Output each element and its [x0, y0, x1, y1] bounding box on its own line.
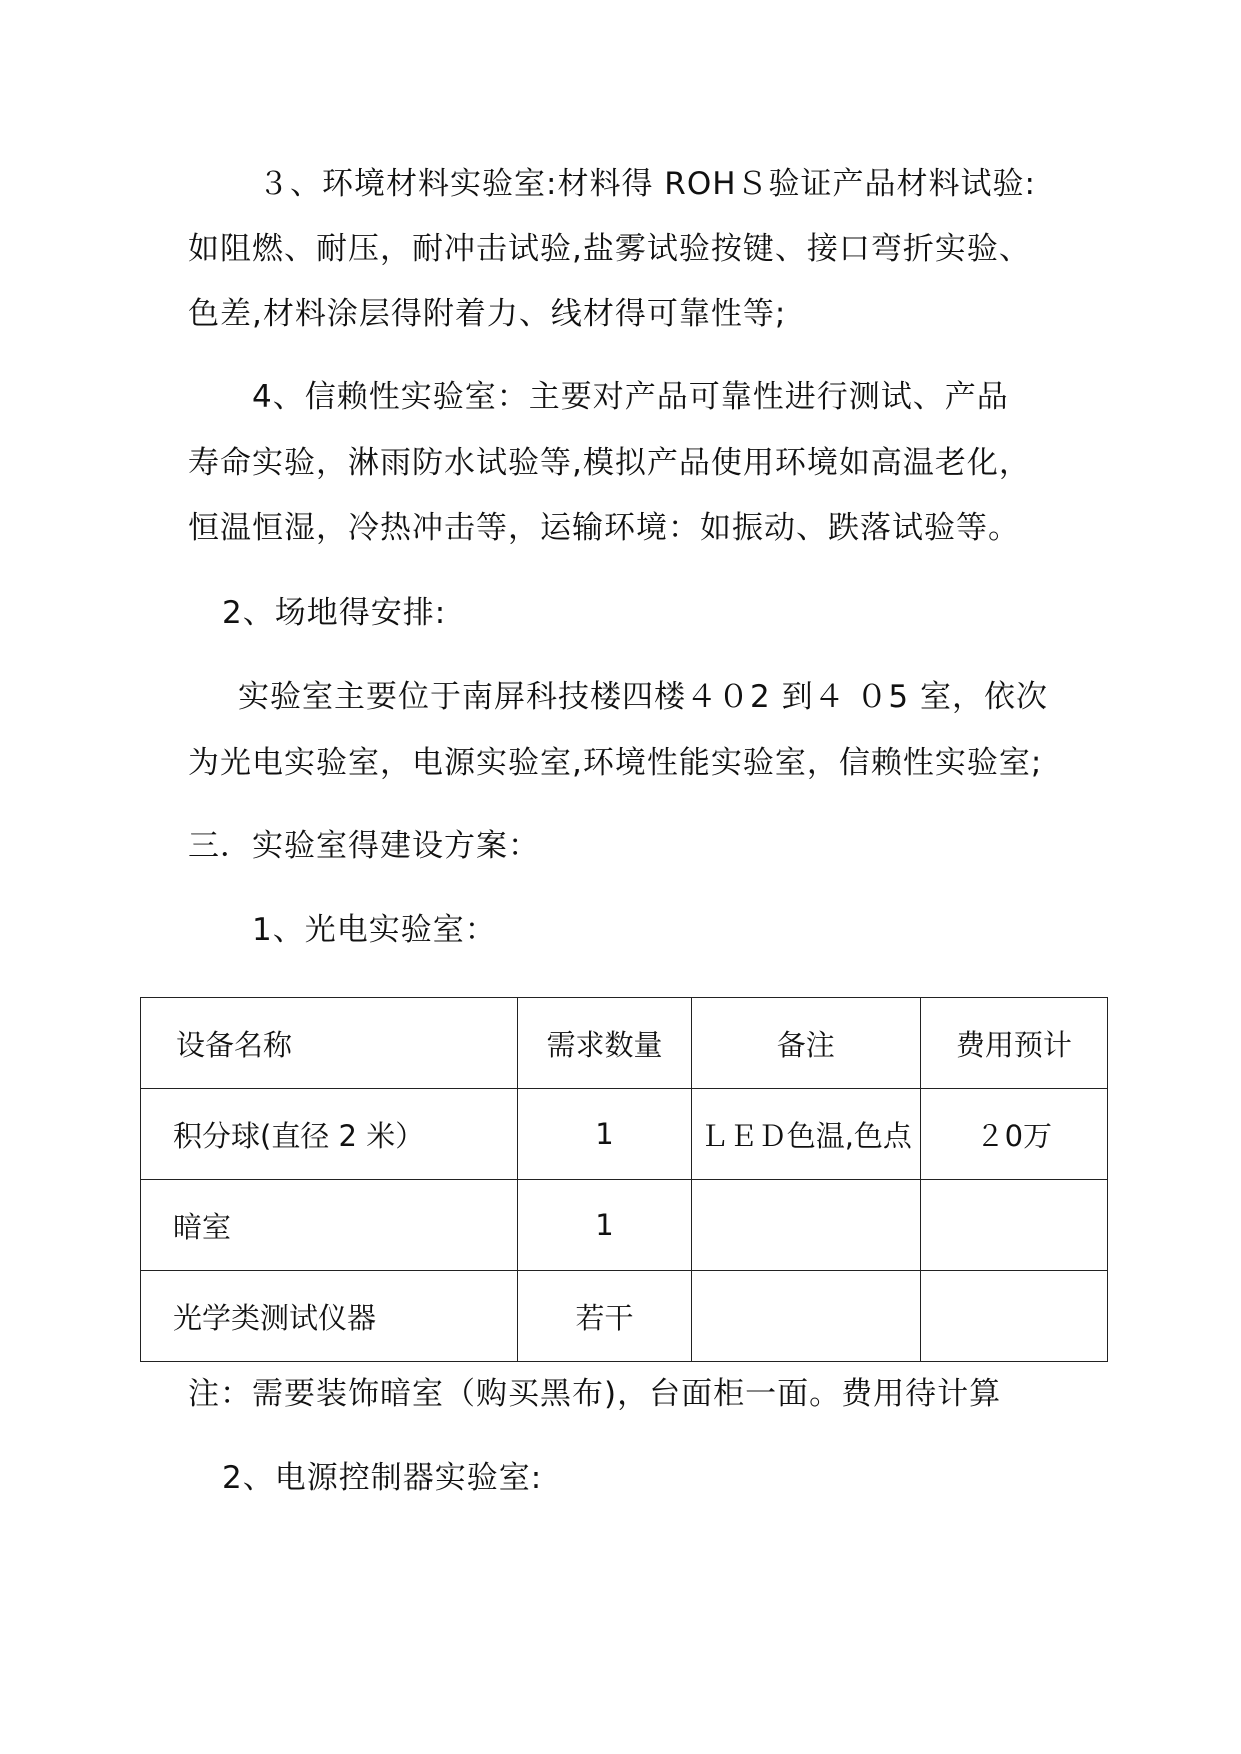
paragraph-line: 恒温恒湿，冷热冲击等，运输环境：如振动、跌落试验等。: [188, 510, 1020, 546]
table-header-cell: 备注: [691, 998, 920, 1089]
paragraph-line: 色差,材料涂层得附着力、线材得可靠性等;: [188, 296, 787, 332]
section-heading: 三．实验室得建设方案：: [188, 828, 540, 864]
table-cell: [920, 1180, 1107, 1271]
paragraph-line: 4、信赖性实验室：主要对产品可靠性进行测试、产品: [252, 379, 1009, 415]
table-cell: 光学类测试仪器: [141, 1271, 518, 1362]
table-header-cell: 需求数量: [518, 998, 692, 1089]
table-cell: [691, 1271, 920, 1362]
paragraph-line: 实验室主要位于南屏科技楼四楼４０2 到４ ０5 室，依次: [238, 679, 1049, 715]
paragraph-line: 为光电实验室，电源实验室,环境性能实验室，信赖性实验室;: [188, 745, 1043, 781]
table-row: [141, 1271, 1108, 1362]
table-row: [141, 1180, 1108, 1271]
section-heading: 1、光电实验室：: [252, 912, 497, 948]
table-cell: 若干: [518, 1271, 692, 1362]
table-header-row: [141, 998, 1108, 1089]
table-cell: ＬＥＤ色温,色点: [691, 1089, 920, 1180]
table-note: 注：需要装饰暗室（购买黑布)，台面柜一面。费用待计算: [188, 1376, 1002, 1412]
table-cell: 积分球(直径 2 米）: [141, 1089, 518, 1180]
section-heading: 2、电源控制器实验室:: [222, 1460, 543, 1496]
table-row: [141, 1089, 1108, 1180]
table-cell: [920, 1271, 1107, 1362]
equipment-table: [140, 997, 1108, 1362]
table-cell: 1: [518, 1089, 692, 1180]
paragraph-line: ３、环境材料实验室:材料得 ROHＳ验证产品材料试验:: [258, 166, 1036, 202]
section-heading: 2、场地得安排:: [222, 595, 447, 631]
table-header-cell: 费用预计: [920, 998, 1107, 1089]
paragraph-line: 寿命实验，淋雨防水试验等,模拟产品使用环境如高温老化，: [188, 445, 1031, 481]
table-cell: 1: [518, 1180, 692, 1271]
table-cell: [691, 1180, 920, 1271]
table-cell: ２0万: [920, 1089, 1107, 1180]
paragraph-line: 如阻燃、耐压，耐冲击试验,盐雾试验按键、接口弯折实验、: [188, 231, 1031, 267]
table-header-cell: 设备名称: [141, 998, 518, 1089]
table-cell: 暗室: [141, 1180, 518, 1271]
